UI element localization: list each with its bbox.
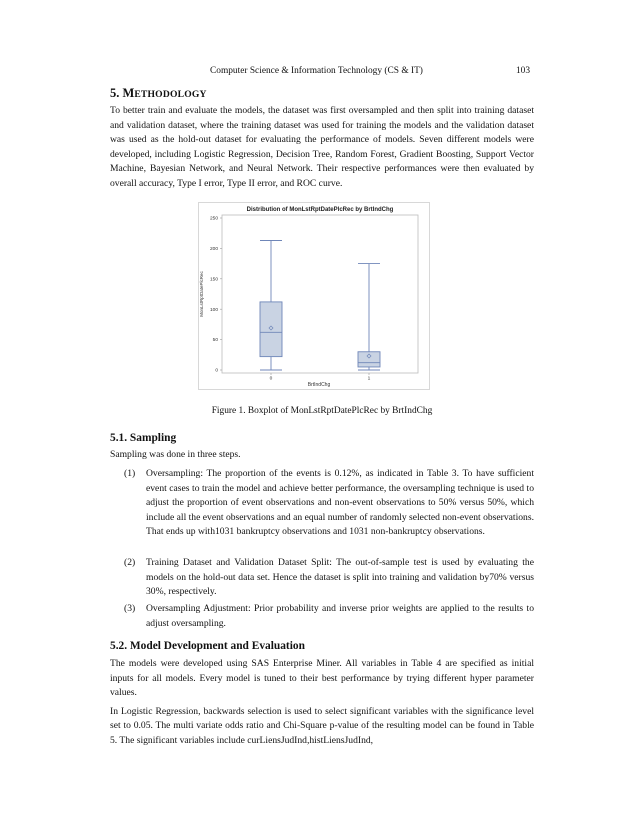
x-axis-label: BrtIndChg [307,382,331,388]
section-5-2-paragraph-2: In Logistic Regression, backwards selection is used to select significant variables with the significance level set to 0.05. The multi variate odds ratio and Chi-Square p-value of the resulting model can be found in Table 5. The significant variables include curLiensJudInd,histLiensJudInd, [110,705,534,746]
section-5-2-paragraph-1: The models were developed using SAS Enterprise Miner. All variables in Table 4 are specified as initial inputs for all models. Every model is tuned to their best performance by trying different hyper parameter values. [110,658,534,699]
section-5-2-heading: 5.2. Model Development and Evaluation [110,640,305,652]
figure-caption: Figure 1. Boxplot of MonLstRptDatePlcRec by BrtIndChg [211,406,433,416]
list-item-adjustment [124,602,534,631]
section-5-title-initial: M [122,86,135,100]
list-item-oversampling [124,467,534,540]
section-5-number: 5. [110,86,120,100]
y-tick-label: 0 [215,368,218,374]
boxplot-figure [198,202,430,390]
y-tick-label: 250 [209,216,218,222]
chart-frame [199,203,430,390]
section-5-1-heading-block [110,432,534,463]
section-5-heading [110,86,534,101]
x-tick-label: 0 [269,376,273,382]
list-item-text: Oversampling: The proportion of the events is 0.12%, as indicated in Table 3. To have sufficient event cases to train the model and achieve better performance, the oversampling technique is used to adjust the proportion of event observations and non-event observations to 50% versus 50%, which include all the event observations and an equal number of randomly selected non-event observations. That ends up with1031 bankruptcy observations and 1031 non-bankruptcy observations. [146,468,534,538]
list-item-split [124,556,534,600]
x-tick-label: 1 [367,376,371,382]
list-item-number: (1) [124,468,136,479]
journal-title: Computer Science & Information Technology (CS & IT) [210,66,423,76]
section-5-paragraph: To better train and evaluate the models, the dataset was first oversampled and then split into training dataset and validation dataset, where the training dataset was used for training the models and the validation dataset was used as the hold-out dataset for evaluating the performance of models. Seven different models were developed, including Logistic Regression, Decision Tree, Random Forest, Gradient Boosting, Support Vector Machine, Bayesian Network, and Neural Network. Their respective performances were then evaluated by overall accuracy, Type I error, Type II error, and ROC curve. [110,105,534,189]
list-item-text: Oversampling Adjustment: Prior probability and inverse prior weights are applied to the results to adjust oversampling. [146,603,534,629]
y-tick-label: 150 [209,277,218,283]
y-tick-label: 200 [209,247,218,252]
boxplot-chart [198,202,430,390]
list-item-number: (3) [124,603,136,614]
section-5-2 [110,640,534,749]
section-5-1-heading: 5.1. Sampling [110,432,177,444]
section-5-1-intro: Sampling was done in three steps. [110,449,241,460]
y-axis-label: MonLstRptDatePlcRec [199,271,204,317]
page-number: 103 [515,66,530,76]
section-5-title-rest: ETHODOLOGY [134,89,207,100]
list-item-number: (2) [124,557,136,568]
section-5 [110,86,534,192]
y-tick-label: 100 [209,307,218,313]
chart-title: Distribution of MonLstRptDatePlcRec by BrtIndChg [246,207,394,213]
list-item-text: Training Dataset and Validation Dataset Split: The out-of-sample test is used by evaluating the models on the hold-out data set. Hence the dataset is split into training and validation by70% versus 30%, respectively. [146,557,534,598]
y-tick-label: 50 [212,338,218,344]
iqr-box [260,302,282,357]
